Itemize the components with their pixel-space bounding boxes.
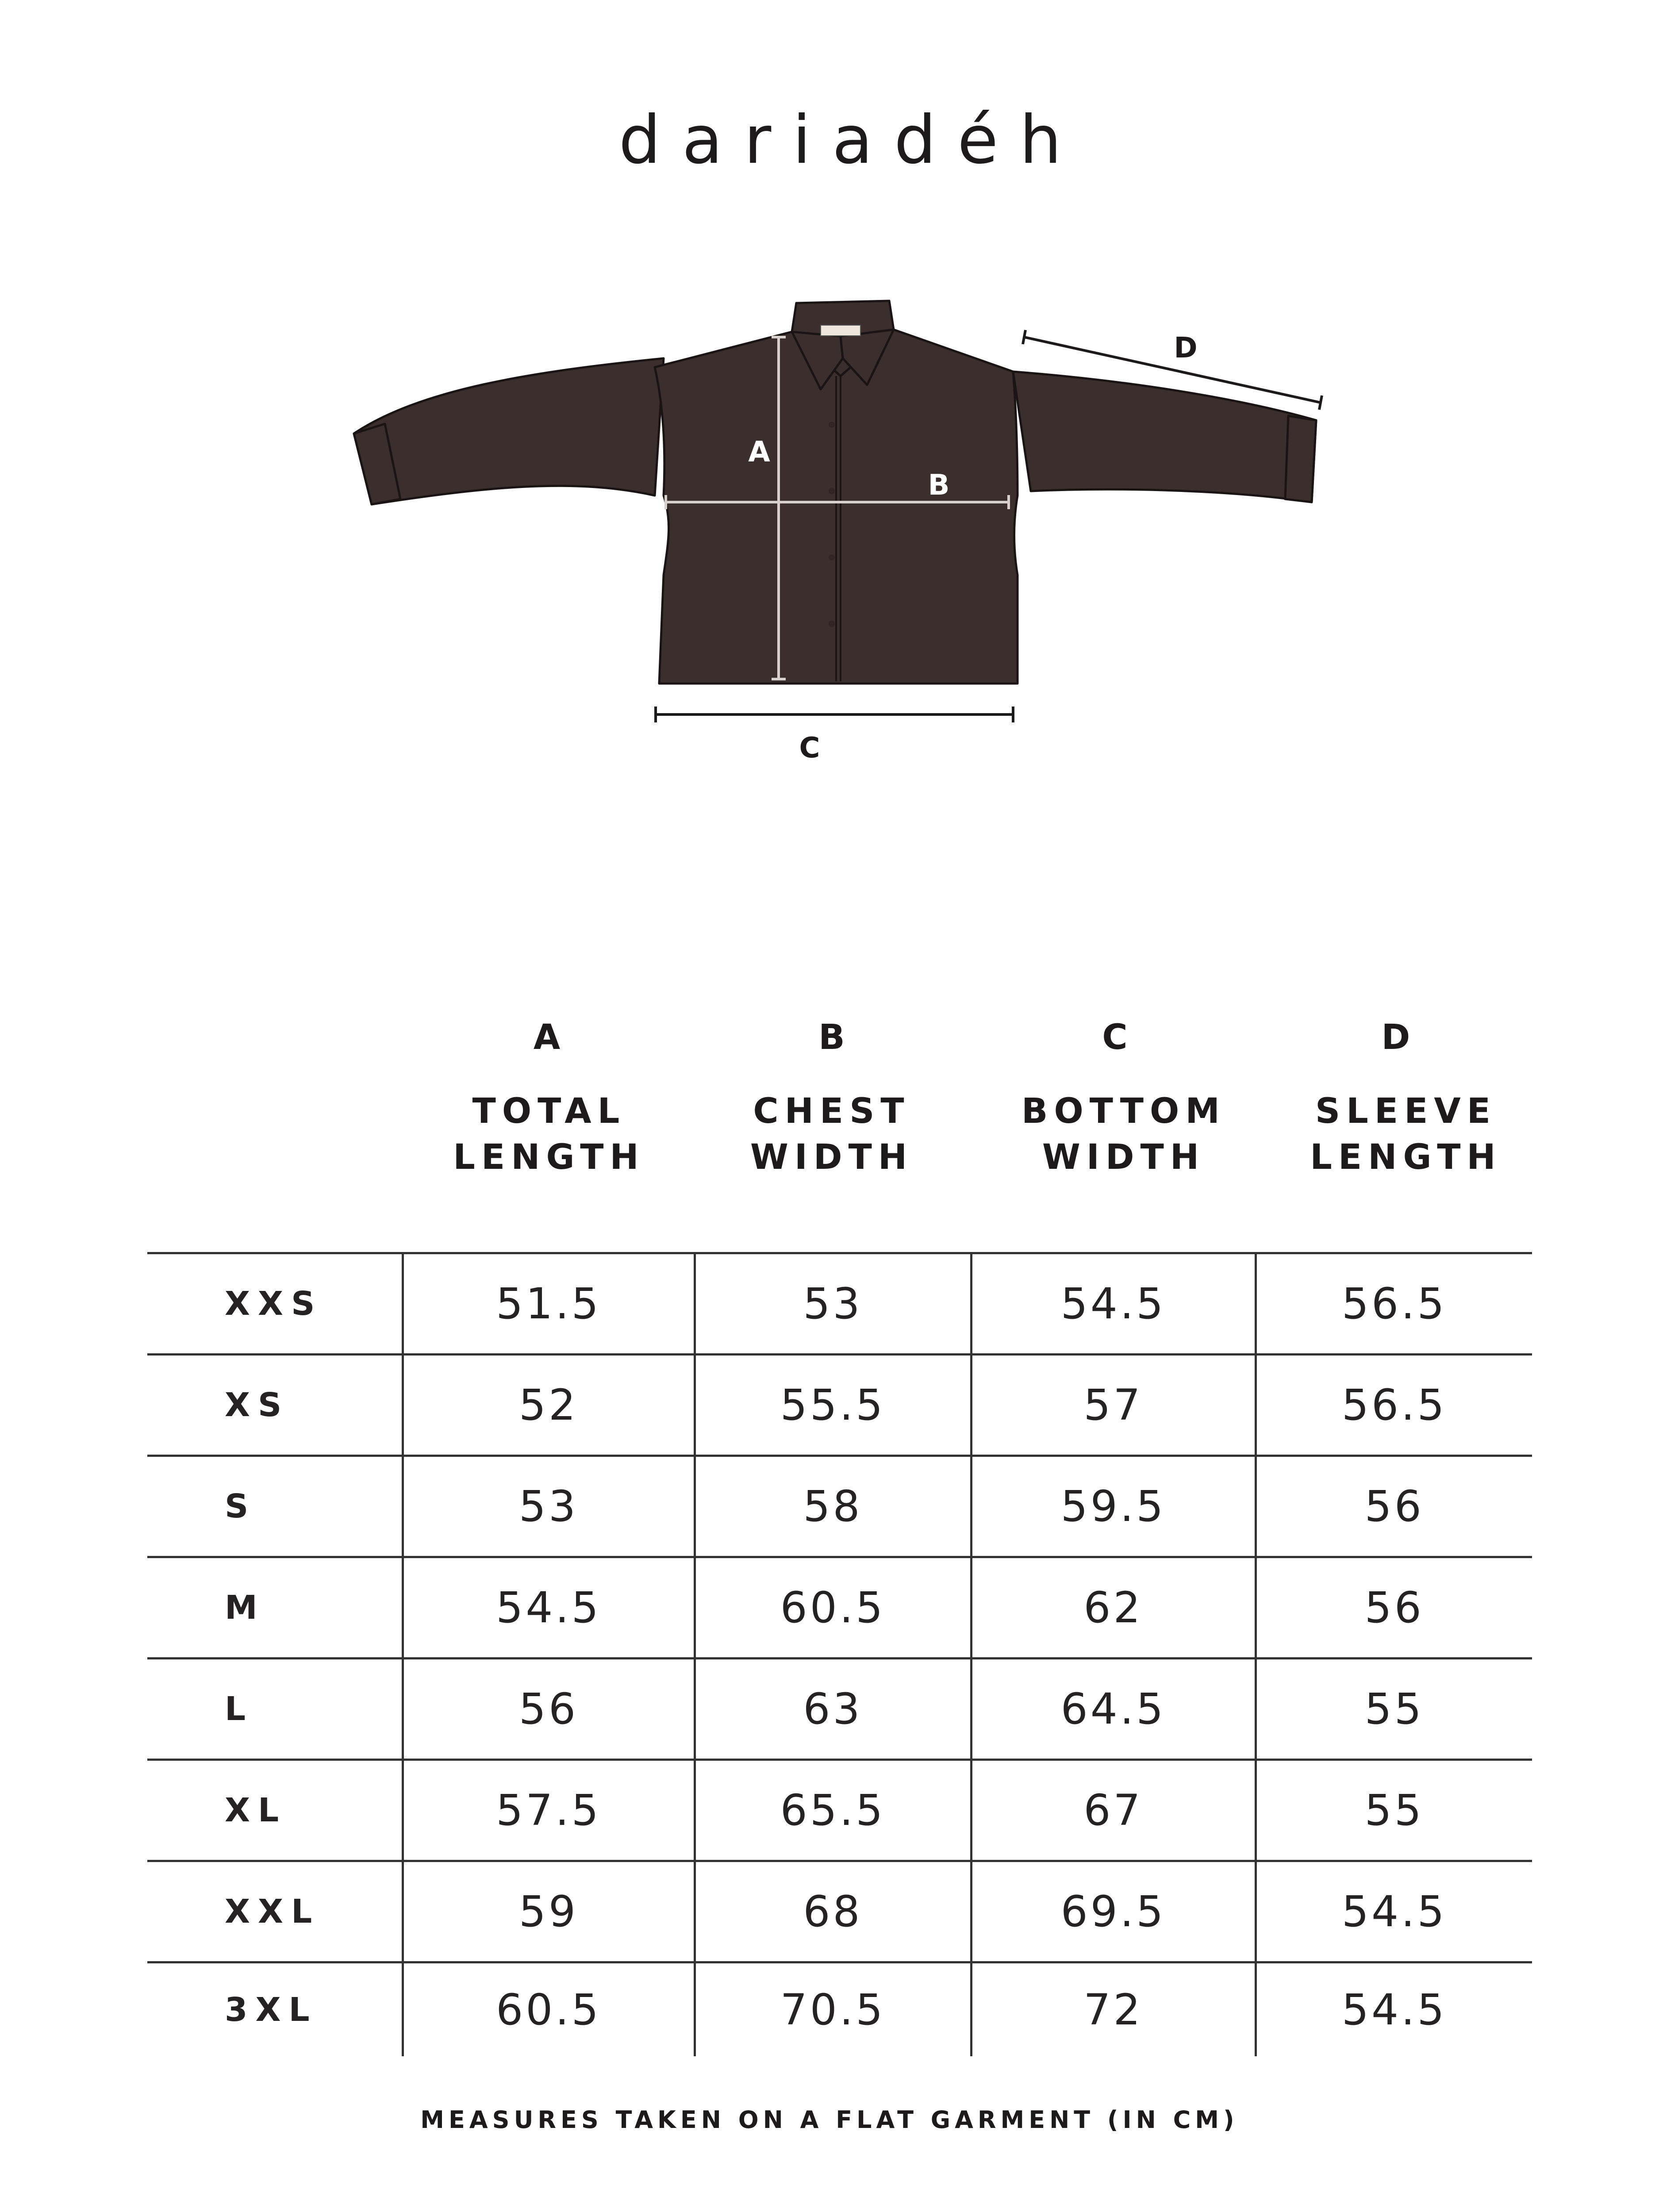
- cell-bottom-width: 67: [971, 1760, 1256, 1861]
- shirt-diagram: [0, 0, 1659, 841]
- cell-bottom-width: 54.5: [971, 1253, 1256, 1355]
- brand-logo: dariadéh: [618, 102, 1083, 179]
- cell-sleeve-length: 56: [1256, 1557, 1532, 1659]
- column-d-letter: D: [1381, 1018, 1410, 1057]
- cell-total-length: 56: [403, 1659, 695, 1760]
- cell-sleeve-length: 55: [1256, 1760, 1532, 1861]
- label-d: D: [1174, 332, 1198, 365]
- table-row: [147, 1253, 1532, 1355]
- cell-bottom-width: 72: [971, 1962, 1256, 2057]
- cell-total-length: 53: [403, 1456, 695, 1557]
- cell-sleeve-length: 56.5: [1256, 1253, 1532, 1355]
- cell-chest-width: 63: [695, 1659, 971, 1760]
- label-c: C: [799, 732, 820, 764]
- cell-sleeve-length: 55: [1256, 1659, 1532, 1760]
- neck-label: [821, 325, 860, 336]
- column-a-letter: A: [533, 1018, 561, 1057]
- cell-sleeve-length: 56: [1256, 1456, 1532, 1557]
- table-row: [147, 1557, 1532, 1659]
- left-sleeve: [354, 358, 664, 504]
- cell-bottom-width: 57: [971, 1355, 1256, 1456]
- size-label: 3XL: [147, 1962, 403, 2057]
- label-b: B: [928, 469, 950, 502]
- cell-bottom-width: 59.5: [971, 1456, 1256, 1557]
- size-label: XS: [147, 1355, 403, 1456]
- column-b-letter: B: [818, 1018, 845, 1057]
- table-row: [147, 1760, 1532, 1861]
- cell-sleeve-length: 54.5: [1256, 1861, 1532, 1962]
- cell-chest-width: 65.5: [695, 1760, 971, 1861]
- table-row: [147, 1962, 1532, 2057]
- cell-chest-width: 68: [695, 1861, 971, 1962]
- cell-total-length: 54.5: [403, 1557, 695, 1659]
- right-cuff: [1285, 416, 1316, 502]
- cell-total-length: 59: [403, 1861, 695, 1962]
- column-a-title: TOTAL LENGTH: [453, 1091, 645, 1177]
- cell-bottom-width: 62: [971, 1557, 1256, 1659]
- size-label: S: [147, 1456, 403, 1557]
- column-b-title: CHEST WIDTH: [750, 1091, 914, 1177]
- size-label: M: [147, 1557, 403, 1659]
- column-c-letter: C: [1102, 1018, 1128, 1057]
- cell-chest-width: 60.5: [695, 1557, 971, 1659]
- size-label: XL: [147, 1760, 403, 1861]
- cell-chest-width: 70.5: [695, 1962, 971, 2057]
- cell-chest-width: 58: [695, 1456, 971, 1557]
- table-row: [147, 1456, 1532, 1557]
- cell-total-length: 51.5: [403, 1253, 695, 1355]
- cell-total-length: 52: [403, 1355, 695, 1456]
- label-a: A: [748, 436, 770, 469]
- column-d-title: SLEEVE LENGTH: [1310, 1091, 1502, 1177]
- cell-total-length: 57.5: [403, 1760, 695, 1861]
- cell-chest-width: 55.5: [695, 1355, 971, 1456]
- table-row: [147, 1355, 1532, 1456]
- cell-bottom-width: 64.5: [971, 1659, 1256, 1760]
- measure-c: [656, 707, 1013, 722]
- cell-sleeve-length: 54.5: [1256, 1962, 1532, 2057]
- table-row: [147, 1659, 1532, 1760]
- cell-total-length: 60.5: [403, 1962, 695, 2057]
- size-label: XXS: [147, 1253, 403, 1355]
- size-table: [147, 1252, 1532, 2056]
- column-c-title: BOTTOM WIDTH: [1022, 1091, 1226, 1177]
- measurement-footnote: MEASURES TAKEN ON A FLAT GARMENT (IN CM): [420, 2106, 1239, 2134]
- cell-bottom-width: 69.5: [971, 1861, 1256, 1962]
- size-label: XXL: [147, 1861, 403, 1962]
- size-label: L: [147, 1659, 403, 1760]
- cell-chest-width: 53: [695, 1253, 971, 1355]
- table-row: [147, 1861, 1532, 1962]
- cell-sleeve-length: 56.5: [1256, 1355, 1532, 1456]
